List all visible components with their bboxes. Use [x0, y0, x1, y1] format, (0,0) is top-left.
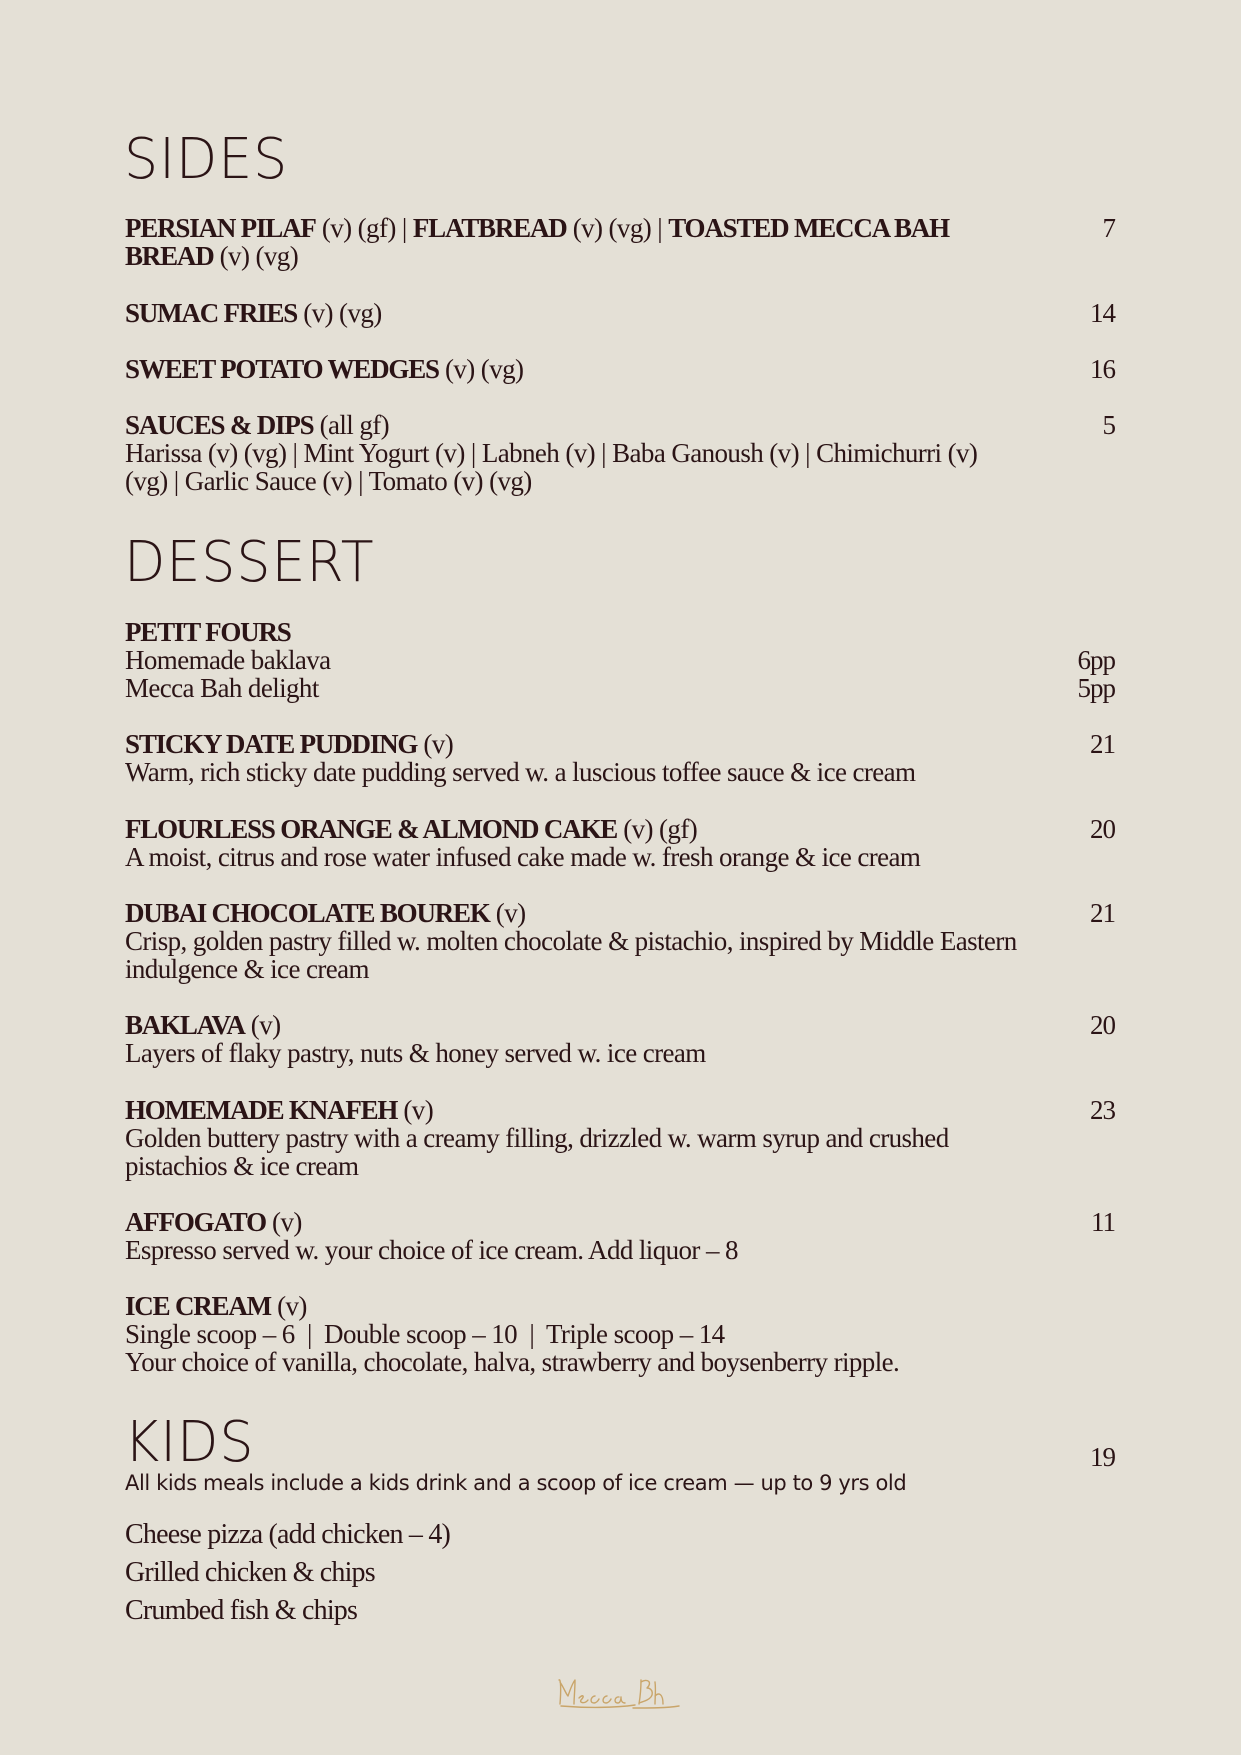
menu-item-homemade-knafeh: HOMEMADE KNAFEH (v) Golden buttery pastry with a creamy filling, drizzled w. warm syrup and crushed pistachios & ice cream 23	[125, 1095, 1115, 1181]
menu-item-sauces-dips: SAUCES & DIPS (all gf) Harissa (v) (vg) | Mint Yogurt (v) | Labneh (v) | Baba Ganoush (v) | Chimichurri (v) (vg) | Garlic Sauce (v) | Tomato (v) (vg) 5	[125, 410, 1115, 496]
item-price: 6pp	[1077, 645, 1115, 675]
item-price: 11	[1091, 1207, 1115, 1237]
menu-item-affogato: AFFOGATO (v) Espresso served w. your choice of ice cream. Add liquor – 8 11	[125, 1207, 1115, 1265]
dessert-heading: DESSERT	[124, 530, 375, 595]
kids-subtitle: All kids meals include a kids drink and a scoop of ice cream — up to 9 yrs old	[125, 1471, 907, 1495]
list-item: Crumbed fish & chips	[125, 1595, 358, 1626]
menu-item-ice-cream: ICE CREAM (v) Single scoop – 6 | Double scoop – 10 | Triple scoop – 14 Your choice of vanilla, chocolate, halva, strawberry and boysenberry ripple.	[125, 1292, 1115, 1376]
item-description: Golden buttery pastry with a creamy filling, drizzled w. warm syrup and crushed pistachios & ice cream	[125, 1123, 949, 1181]
item-description: Layers of flaky pastry, nuts & honey served w. ice cream	[125, 1038, 706, 1068]
kids-heading: KIDS	[124, 1410, 255, 1475]
item-description: Espresso served w. your choice of ice cream. Add liquor – 8	[125, 1235, 738, 1265]
item-price: 16	[1090, 354, 1115, 384]
menu-item-sticky-date-pudding: STICKY DATE PUDDING (v) Warm, rich sticky date pudding served w. a luscious toffee sauce & ice cream 21	[125, 729, 1115, 787]
kids-menu-list	[125, 1516, 450, 1630]
menu-item-sumac-fries: SUMAC FRIES (v) (vg) 14	[125, 298, 1115, 328]
menu-item-petit-fours: PETIT FOURS Homemade baklava 6pp Mecca Bah delight 5pp	[125, 617, 1115, 703]
item-description: A moist, citrus and rose water infused cake made w. fresh orange & ice cream	[125, 842, 921, 872]
menu-item-orange-almond-cake: FLOURLESS ORANGE & ALMOND CAKE (v) (gf) A moist, citrus and rose water infused cake made w. fresh orange & ice cream 20	[125, 814, 1115, 872]
item-price: 20	[1090, 1010, 1115, 1040]
item-price: 5	[1102, 410, 1115, 440]
item-price: 14	[1090, 298, 1115, 328]
item-price: 21	[1090, 898, 1115, 928]
item-description: Your choice of vanilla, chocolate, halva, strawberry and boysenberry ripple.	[125, 1347, 900, 1377]
item-price: 19	[1090, 1442, 1115, 1472]
item-price: 21	[1090, 729, 1115, 759]
menu-item-baklava: BAKLAVA (v) Layers of flaky pastry, nuts & honey served w. ice cream 20	[125, 1010, 1115, 1068]
item-description: Warm, rich sticky date pudding served w. a luscious toffee sauce & ice cream	[125, 757, 916, 787]
menu-item-breads: PERSIAN PILAF (v) (gf) | FLATBREAD (v) (vg) | TOASTED MECCA BAH BREAD (v) (vg) 7	[125, 213, 1115, 271]
item-price: 5pp	[1077, 673, 1115, 703]
list-item: Grilled chicken & chips	[125, 1557, 375, 1588]
item-price: 23	[1090, 1095, 1115, 1125]
item-description: Crisp, golden pastry filled w. molten chocolate & pistachio, inspired by Middle Eastern indulgence & ice cream	[125, 926, 1017, 984]
menu-item-sweet-potato-wedges: SWEET POTATO WEDGES (v) (vg) 16	[125, 354, 1115, 384]
petit-four-line: Homemade baklava 6pp	[125, 645, 1115, 675]
petit-four-line: Mecca Bah delight 5pp	[125, 673, 1115, 703]
item-description: Harissa (v) (vg) | Mint Yogurt (v) | Labneh (v) | Baba Ganoush (v) | Chimichurri (v) (vg) | Garlic Sauce (v) | Tomato (v) (vg)	[125, 438, 978, 496]
mecca-bah-logo	[555, 1672, 685, 1719]
sides-heading: SIDES	[124, 127, 289, 192]
menu-item-dubai-chocolate-bourek: DUBAI CHOCOLATE BOUREK (v) Crisp, golden pastry filled w. molten chocolate & pistachio, inspired by Middle Eastern indulgence & ice cream 21	[125, 898, 1115, 984]
ice-cream-sizes: Single scoop – 6 | Double scoop – 10 | Triple scoop – 14	[125, 1319, 725, 1349]
item-price: 20	[1090, 814, 1115, 844]
item-price: 7	[1102, 213, 1115, 243]
list-item: Cheese pizza (add chicken – 4)	[125, 1519, 451, 1550]
